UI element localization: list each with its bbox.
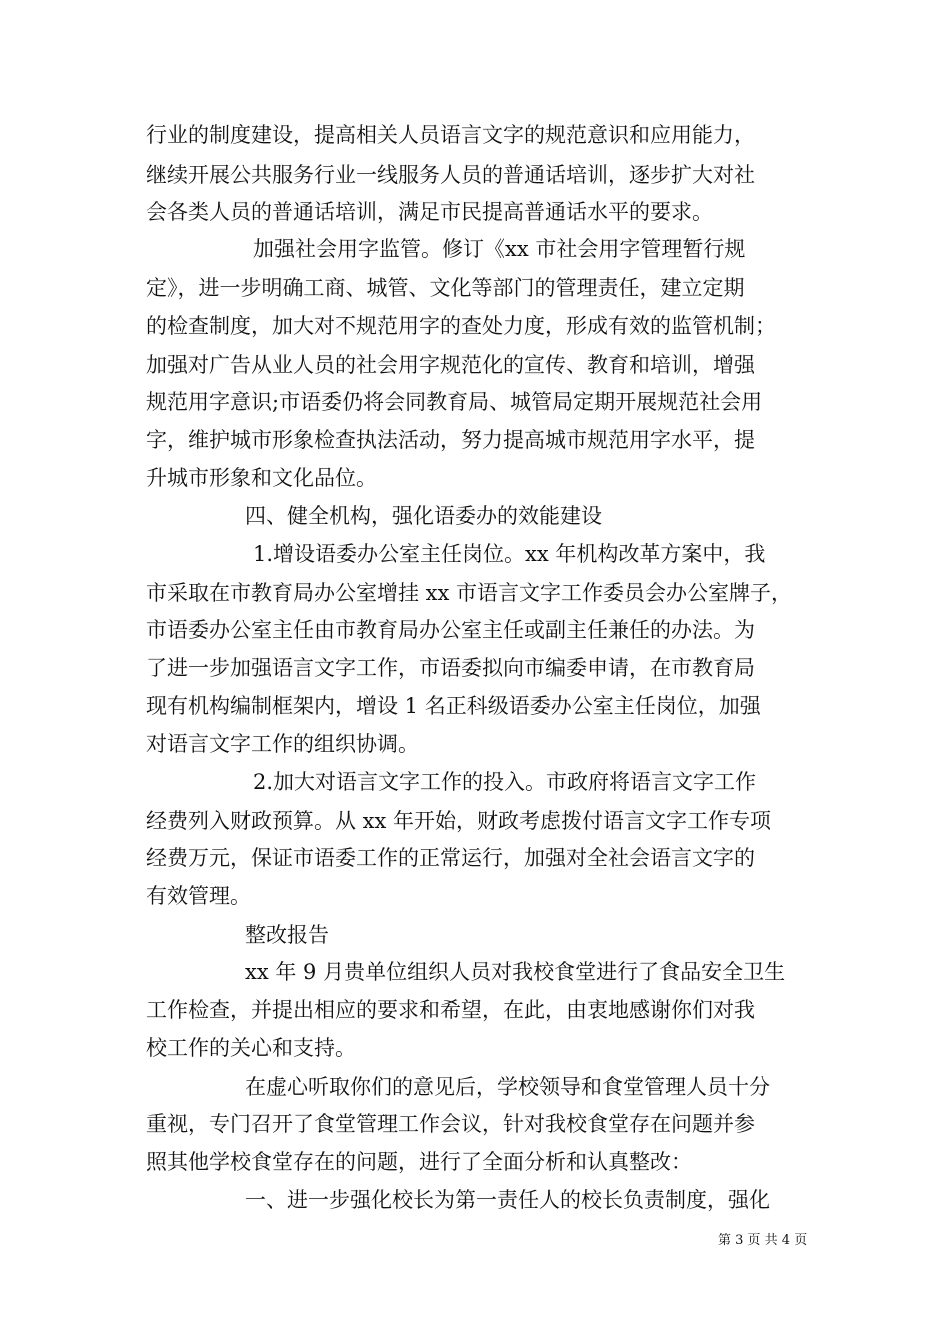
- text-line: 1.增设语委办公室主任岗位。xx 年机构改革方案中，我: [253, 542, 766, 566]
- text-line: 的检查制度，加大对不规范用字的查处力度，形成有效的监管机制；: [146, 314, 776, 338]
- text-line: 加强社会用字监管。修订《xx 市社会用字管理暂行规: [253, 237, 746, 261]
- text-line: 继续开展公共服务行业一线服务人员的普通话培训，逐步扩大对社: [146, 163, 755, 187]
- text-line: 校工作的关心和支持。: [146, 1036, 356, 1060]
- text-line: 了进一步加强语言文字工作，市语委拟向市编委申请，在市教育局: [146, 656, 755, 680]
- text-line: 工作检查，并提出相应的要求和希望，在此，由衷地感谢你们对我: [146, 998, 755, 1022]
- text-line: 升城市形象和文化品位。: [146, 466, 377, 490]
- text-line: 经费列入财政预算。从 xx 年开始，财政考虑拨付语言文字工作专项: [146, 809, 772, 833]
- text-line: 经费万元，保证市语委工作的正常运行，加强对全社会语言文字的: [146, 846, 755, 870]
- text-line: 定》，进一步明确工商、城管、文化等部门的管理责任，建立定期: [146, 276, 745, 300]
- text-line: 有效管理。: [146, 884, 251, 908]
- section-heading: 整改报告: [245, 923, 329, 947]
- text-line: 现有机构编制框架内，增设 1 名正科级语委办公室主任岗位，加强: [146, 694, 761, 718]
- text-line: 市采取在市教育局办公室增挂 xx 市语言文字工作委员会办公室牌子，: [146, 581, 793, 605]
- text-line: 一、进一步强化校长为第一责任人的校长负责制度，强化: [245, 1188, 770, 1212]
- text-line: 重视，专门召开了食堂管理工作会议，针对我校食堂存在问题并参: [146, 1112, 755, 1136]
- text-line: 市语委办公室主任由市教育局办公室主任或副主任兼任的办法。为: [146, 618, 755, 642]
- page-number-footer: 第 3 页 共 4 页: [718, 1233, 808, 1248]
- text-line: 行业的制度建设，提高相关人员语言文字的规范意识和应用能力，: [146, 123, 755, 147]
- text-line: 在虚心听取你们的意见后，学校领导和食堂管理人员十分: [245, 1075, 770, 1099]
- text-line: 会各类人员的普通话培训，满足市民提高普通话水平的要求。: [146, 200, 713, 224]
- section-heading: 四、健全机构，强化语委办的效能建设: [245, 504, 602, 528]
- text-line: xx 年 9 月贵单位组织人员对我校食堂进行了食品安全卫生: [245, 960, 786, 984]
- text-line: 对语言文字工作的组织协调。: [146, 732, 419, 756]
- text-line: 规范用字意识;市语委仍将会同教育局、城管局定期开展规范社会用: [146, 390, 763, 414]
- text-line: 照其他学校食堂存在的问题，进行了全面分析和认真整改：: [146, 1150, 692, 1174]
- text-line: 字，维护城市形象检查执法活动，努力提高城市规范用字水平，提: [146, 428, 755, 452]
- text-line: 2.加大对语言文字工作的投入。市政府将语言文字工作: [253, 770, 757, 794]
- text-line: 加强对广告从业人员的社会用字规范化的宣传、教育和培训，增强: [146, 353, 755, 377]
